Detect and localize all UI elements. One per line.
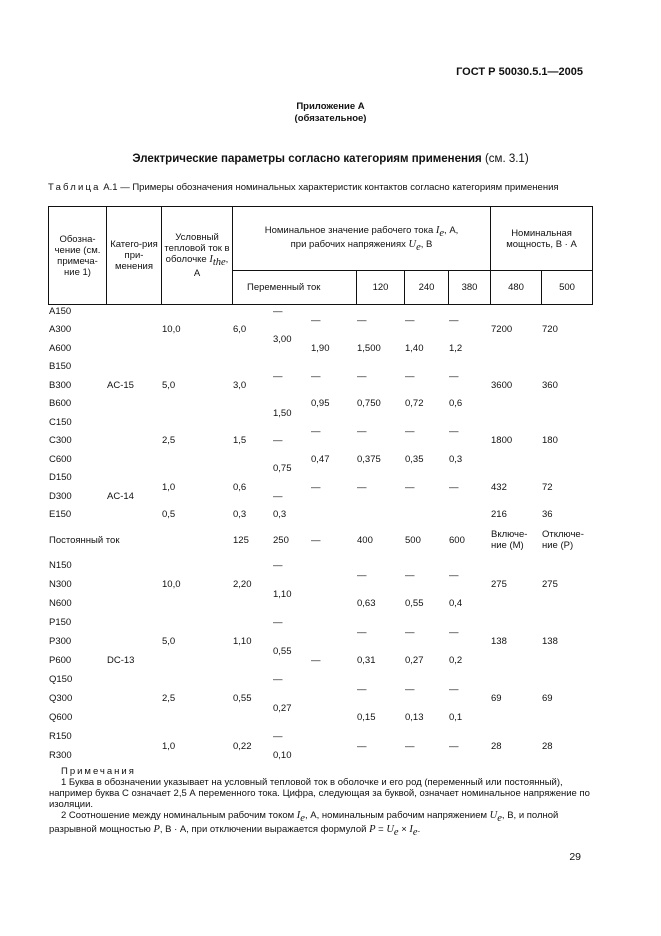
cell-500: 0,35 (405, 453, 424, 465)
row-label: B600 (49, 398, 72, 410)
row-label: C150 (49, 416, 72, 428)
cell-make: 216 (491, 509, 507, 521)
cell-500: — (405, 370, 415, 382)
row-label: C600 (49, 453, 72, 465)
cell-600: — (449, 426, 459, 437)
cell-480: 1,500 (357, 342, 381, 354)
table-header-row (49, 207, 593, 271)
dc-voltage-125: 125 (233, 534, 249, 546)
cell-120: 0,3 (233, 509, 247, 521)
cell-240: 0,3 (273, 509, 287, 521)
cell-ith: 0,5 (162, 509, 176, 521)
cell-480: — (357, 370, 367, 382)
cell-make: 3600 (491, 379, 513, 391)
cell-ith: 2,5 (162, 693, 176, 704)
document-code: ГОСТ Р 50030.5.1—2005 (456, 66, 583, 78)
cell-120: 0,6 (233, 481, 247, 493)
cell-480: — (357, 315, 367, 326)
row-label: A300 (49, 324, 72, 336)
row-label: A600 (49, 342, 72, 354)
cell-250: 0,27 (273, 702, 292, 714)
cell-240: — (273, 490, 283, 502)
dc-section-row (48, 524, 592, 556)
cell-480 (356, 506, 404, 525)
cell-ith: 1,0 (162, 740, 176, 752)
dc-voltage-500: 500 (405, 534, 421, 546)
row-label: B300 (49, 379, 72, 391)
cell-600: — (449, 481, 459, 493)
cell-break: 28 (542, 740, 553, 752)
heading-reference: (см. 3.1) (484, 153, 529, 165)
cell-380: — (311, 315, 321, 326)
dc-section-title: Постоянный ток (49, 534, 120, 546)
cell-ith: 5,0 (162, 636, 176, 647)
cell-380: — (311, 370, 321, 382)
dc-voltage-dash: — (311, 534, 321, 546)
row-label: R300 (49, 750, 72, 761)
cell-400: — (357, 740, 367, 752)
cell-make: 1800 (491, 435, 513, 447)
cell-break: 720 (542, 324, 558, 336)
cell-380: — (311, 426, 321, 437)
cell-500: — (405, 569, 415, 581)
cell-500: — (405, 740, 415, 752)
annex-subtitle: (обязательное) (294, 113, 367, 124)
category-dc13: DC-13 (107, 655, 135, 666)
cell-ith: 10,0 (162, 324, 181, 336)
cell-500: — (405, 426, 415, 437)
row-label: N300 (49, 579, 72, 590)
cell-250: — (273, 731, 283, 742)
cell-break: 138 (542, 636, 558, 647)
cell-make: 69 (491, 693, 502, 704)
cell-600: — (449, 683, 459, 695)
cell-380: 0,95 (311, 398, 330, 410)
cell-make: 7200 (491, 324, 513, 336)
cell-600: — (449, 569, 459, 581)
cell-600 (448, 506, 490, 525)
cell-240: — (273, 305, 283, 317)
cell-480: 0,750 (357, 398, 381, 410)
row-label: D300 (49, 490, 72, 502)
dc-voltage-250: 250 (273, 534, 289, 546)
cell-380-merged: — (311, 655, 321, 666)
cell-ith: 1,0 (162, 481, 176, 493)
cell-500: 0,72 (405, 398, 424, 410)
ac-voltage-240: 240 (405, 271, 449, 305)
cell-400: — (357, 626, 367, 638)
row-label: N600 (49, 598, 72, 609)
row-label: N150 (49, 560, 72, 571)
cell-600: — (449, 315, 459, 326)
cell-make: 275 (491, 579, 507, 590)
ac-voltage-480: 480 (491, 271, 542, 305)
page-number: 29 (569, 851, 581, 863)
cell-break: 69 (542, 693, 553, 704)
row-label: A150 (49, 305, 72, 317)
cell-600: 0,4 (449, 598, 463, 609)
cell-break: 72 (542, 481, 553, 493)
dc-voltage-600: 600 (449, 534, 465, 546)
cell-380 (310, 506, 356, 525)
row-label: Q600 (49, 712, 73, 723)
cell-600: — (449, 370, 459, 382)
cell-ith: 5,0 (162, 379, 176, 391)
cell-400: 0,63 (357, 598, 376, 609)
cell-380: — (311, 481, 321, 493)
cell-240: 3,00 (273, 333, 292, 345)
header-power: Номинальная мощность, В · А (491, 207, 593, 271)
cell-500: 0,27 (405, 655, 424, 666)
dc-voltage-400: 400 (357, 534, 373, 546)
note-2: 2 Соотношение между номинальным рабочим током $I_e$, А, номинальным рабочим напряжением $U_e$, В, и полной разрывной мощностью P, В · А, при отключении выражается формулой $P = U_e \times I_e$. (49, 810, 559, 838)
row-label: P600 (49, 655, 72, 666)
cell-380: 0,47 (311, 453, 330, 465)
parameters-table (48, 206, 593, 305)
cell-400: — (357, 569, 367, 581)
cell-500: — (405, 315, 415, 326)
cell-500: — (405, 626, 415, 638)
cell-600: 0,3 (449, 453, 463, 465)
cell-240: — (273, 435, 283, 447)
cell-600: — (449, 626, 459, 638)
ac-voltage-120: 120 (357, 271, 405, 305)
header-operating-current: Номинальное значение рабочего тока $I_e$, А, при рабочих напряжениях $U_e$, В (233, 207, 491, 271)
notes-row (48, 765, 592, 839)
dc-break-header: Отключе-ние (Р) (542, 529, 584, 551)
row-label: Q300 (49, 693, 73, 704)
cell-500 (404, 506, 448, 525)
ac-voltage-500: 500 (542, 271, 593, 305)
cell-break: 275 (542, 579, 558, 590)
cell-400: 0,31 (357, 655, 376, 666)
cell-240: — (273, 370, 283, 382)
cell-125: 1,10 (233, 636, 252, 647)
heading-main: Электрические параметры согласно категориям применения (132, 153, 482, 165)
row-label: Q150 (49, 674, 73, 685)
category-ac14: AC-14 (107, 490, 134, 502)
table-caption-label: Таблица (48, 182, 101, 193)
ac-section-title: Переменный ток (233, 271, 357, 305)
cell-600: 0,2 (449, 655, 463, 666)
cell-make: 432 (491, 481, 507, 493)
cell-ith: 2,5 (162, 435, 176, 447)
row-label: C300 (49, 435, 72, 447)
cell-make: 28 (491, 740, 502, 752)
cell-480: 0,375 (357, 453, 381, 465)
cell-250: — (273, 674, 283, 685)
cell-480: — (357, 481, 367, 493)
cell-120: 3,0 (233, 379, 247, 391)
cell-125: 0,55 (233, 693, 252, 704)
page-heading (0, 153, 661, 165)
cell-break: 180 (542, 435, 558, 447)
cell-120: 1,5 (233, 435, 247, 447)
cell-250: — (273, 560, 283, 571)
row-label: P300 (49, 636, 72, 647)
notes-title: Примечания (61, 766, 136, 777)
cell-480: — (357, 426, 367, 437)
header-thermal-current: Условный тепловой ток в оболочке $I_{the}$, А (162, 207, 233, 305)
ac-voltage-380: 380 (449, 271, 491, 305)
cell-125: 0,22 (233, 740, 252, 752)
header-designation: Обозна-чение (см. примеча-ние 1) (49, 207, 107, 305)
header-category: Катего-рия при-менения (107, 207, 162, 305)
cell-250: 0,10 (273, 750, 292, 761)
cell-make: 138 (491, 636, 507, 647)
cell-600: 0,1 (449, 712, 463, 723)
table-row (48, 469, 592, 488)
row-label: B150 (49, 361, 72, 373)
category-ac15: AC-15 (107, 379, 134, 391)
dc-make-header: Включе-ние (М) (491, 529, 528, 551)
cell-400: — (357, 683, 367, 695)
row-label: E150 (49, 509, 72, 521)
row-label: D150 (49, 472, 72, 484)
cell-600: — (449, 740, 459, 752)
cell-500: 0,13 (405, 712, 424, 723)
cell-break: 36 (542, 509, 553, 521)
cell-500: 0,55 (405, 598, 424, 609)
table-notes (48, 765, 592, 839)
cell-500: — (405, 683, 415, 695)
cell-400: 0,15 (357, 712, 376, 723)
cell-ith: 10,0 (162, 579, 181, 590)
cell-250: 1,10 (273, 588, 292, 600)
row-label: R150 (49, 731, 72, 742)
table-caption (48, 182, 588, 193)
cell-600: 0,6 (449, 398, 463, 410)
cell-120: 6,0 (233, 324, 247, 336)
table-row (48, 556, 592, 575)
cell-380: 1,90 (311, 342, 330, 354)
cell-250: — (273, 617, 283, 628)
cell-600: 1,2 (449, 342, 463, 354)
cell-break: 360 (542, 379, 558, 391)
cell-500: — (405, 481, 415, 493)
row-label: P150 (49, 617, 72, 628)
cell-240: 0,75 (273, 463, 292, 474)
parameters-table-body (48, 302, 592, 839)
table-caption-text: А.1 — Примеры обозначения номинальных характеристик контактов согласно категориям применения (103, 182, 559, 193)
cell-500: 1,40 (405, 342, 424, 354)
annex-title: Приложение А (296, 101, 365, 112)
cell-125: 2,20 (233, 579, 252, 590)
note-1: 1 Буква в обозначении указывает на условный тепловой ток в оболочке и его род (переменный или постоянный), например буква С означает 2,5 А переменного тока. Цифра, следующая за буквой, означает номинальное напряжение по изоляции. (49, 777, 590, 810)
cell-250: 0,55 (273, 645, 292, 657)
table-row (48, 302, 592, 321)
cell-240: 1,50 (273, 407, 292, 419)
